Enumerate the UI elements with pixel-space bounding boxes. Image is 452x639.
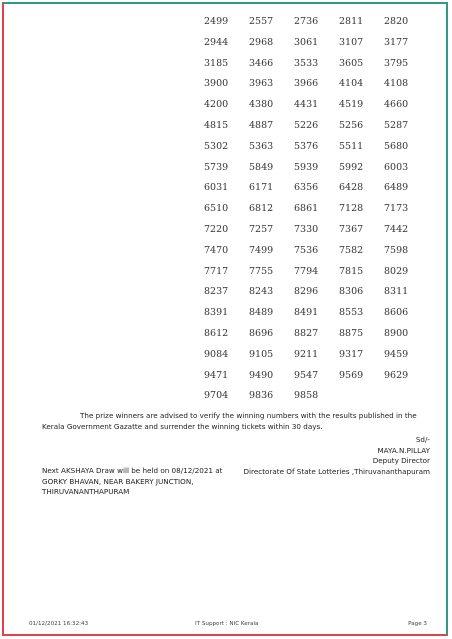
winning-number: 6812	[249, 203, 274, 215]
winning-number: 3963	[249, 78, 274, 90]
winning-number: 7717	[204, 265, 229, 277]
winning-number: 9490	[249, 369, 274, 381]
winning-number: 9858	[294, 390, 319, 402]
winning-number: 5939	[294, 161, 319, 173]
winning-number: 5739	[204, 161, 229, 173]
winning-number: 2811	[339, 16, 364, 27]
winning-number: 8311	[384, 286, 409, 298]
winning-number: 4519	[339, 99, 364, 111]
footer-timestamp: 01/12/2021 16:32:43	[29, 621, 89, 627]
winning-number: 2499	[204, 16, 229, 27]
winning-number: 5226	[294, 119, 319, 131]
winning-number: 7220	[204, 223, 229, 235]
winning-number: 8296	[294, 286, 319, 298]
signatory-name: MAYA.N.PILLAY	[377, 445, 430, 455]
winning-number: 3061	[294, 36, 319, 48]
winning-number: 2736	[294, 16, 319, 27]
winning-number: 8489	[249, 307, 274, 319]
winning-number: 6428	[339, 182, 364, 194]
winning-number: 7257	[249, 223, 274, 235]
winning-number: 7367	[339, 223, 364, 235]
winning-number: 8243	[249, 286, 274, 298]
next-draw-info	[42, 466, 242, 498]
winning-number: 5992	[339, 161, 364, 173]
prize-notice: The prize winners are advised to verify the winning numbers with the results published in the Kerala Government Gazatte and surrender the winning tickets within 30 days.	[42, 411, 417, 431]
next-draw-line-1: Next AKSHAYA Draw will be held on 08/12/2021 at	[42, 466, 223, 475]
winning-number: 6171	[249, 182, 274, 194]
footer-it-support: IT Support : NIC Kerala	[195, 621, 259, 627]
winning-number: 8612	[204, 327, 229, 339]
winning-number: 9211	[294, 348, 319, 360]
winning-number: 8237	[204, 286, 229, 298]
next-draw-line-2: GORKY BHAVAN, NEAR BAKERY JUNCTION,	[42, 476, 194, 486]
next-draw-line-3: THIRUVANANTHAPURAM	[42, 487, 130, 496]
winning-number: 4200	[204, 99, 229, 111]
winning-number: 3185	[204, 57, 229, 69]
winning-number: 8827	[294, 327, 319, 339]
winning-number: 8606	[384, 307, 409, 319]
winning-number: 4660	[384, 99, 409, 111]
winning-numbers-grid	[196, 12, 421, 407]
signature-block	[244, 435, 431, 477]
winning-number: 8491	[294, 307, 319, 319]
winning-number: 2820	[384, 16, 409, 27]
winning-number: 8875	[339, 327, 364, 339]
signature-mark: Sd/-	[415, 435, 430, 444]
signatory-designation: Deputy Director	[372, 456, 430, 465]
winning-number: 3900	[204, 78, 229, 90]
winning-number: 7442	[384, 223, 409, 235]
winning-number: 9629	[384, 369, 409, 381]
winning-number: 4380	[249, 99, 274, 111]
winning-number: 8391	[204, 307, 229, 319]
winning-number: 7470	[204, 244, 229, 256]
winning-number: 9471	[204, 369, 229, 381]
winning-number: 9547	[294, 369, 319, 381]
winning-number: 3533	[294, 57, 319, 69]
winning-number: 7582	[339, 244, 364, 256]
winning-number: 4104	[339, 78, 364, 90]
winning-number: 8696	[249, 327, 274, 339]
footer-page-number: Page 3	[408, 621, 427, 627]
winning-number: 6861	[294, 203, 319, 215]
winning-number: 3177	[384, 36, 409, 48]
winning-number: 2968	[249, 36, 274, 48]
winning-number: 4887	[249, 119, 274, 131]
winning-number: 7794	[294, 265, 319, 277]
winning-number: 5376	[294, 140, 319, 152]
winning-number: 8029	[384, 265, 409, 277]
winning-number: 8900	[384, 327, 409, 339]
winning-number: 7330	[294, 223, 319, 235]
winning-number: 6489	[384, 182, 409, 194]
winning-number: 7173	[384, 203, 409, 215]
winning-number: 4431	[294, 99, 319, 111]
winning-number: 4108	[384, 78, 409, 90]
winning-number: 6003	[384, 161, 409, 173]
winning-number: 9704	[204, 390, 229, 402]
winning-number: 9084	[204, 348, 229, 360]
winning-number: 5511	[339, 140, 364, 152]
winning-number: 8553	[339, 307, 364, 319]
winning-number: 5363	[249, 140, 274, 152]
winning-number: 2944	[204, 36, 229, 48]
winning-number: 3605	[339, 57, 364, 69]
winning-number: 6356	[294, 182, 319, 194]
winning-number: 7128	[339, 203, 364, 215]
winning-number: 3795	[384, 57, 409, 69]
winning-number: 3966	[294, 78, 319, 90]
winning-number: 5302	[204, 140, 229, 152]
winning-number: 3107	[339, 36, 364, 48]
winning-number: 9317	[339, 348, 364, 360]
winning-number: 8306	[339, 286, 364, 298]
winning-number: 7755	[249, 265, 274, 277]
winning-number: 5287	[384, 119, 409, 131]
winning-number: 5680	[384, 140, 409, 152]
winning-number: 9459	[384, 348, 409, 360]
winning-number: 9836	[249, 390, 274, 402]
winning-number: 7536	[294, 244, 319, 256]
winning-number: 9569	[339, 369, 364, 381]
winning-number: 9105	[249, 348, 274, 360]
winning-number: 2557	[249, 16, 274, 27]
winning-number: 7598	[384, 244, 409, 256]
winning-number: 6031	[204, 182, 229, 194]
winning-number: 7815	[339, 265, 364, 277]
winning-number: 6510	[204, 203, 229, 215]
signatory-office: Directorate Of State Lotteries ,Thiruvananthapuram	[243, 466, 430, 476]
winning-number: 3466	[249, 57, 274, 69]
winning-number: 5849	[249, 161, 274, 173]
winning-number: 7499	[249, 244, 274, 256]
winning-number: 4815	[204, 119, 229, 131]
winning-number: 5256	[339, 119, 364, 131]
